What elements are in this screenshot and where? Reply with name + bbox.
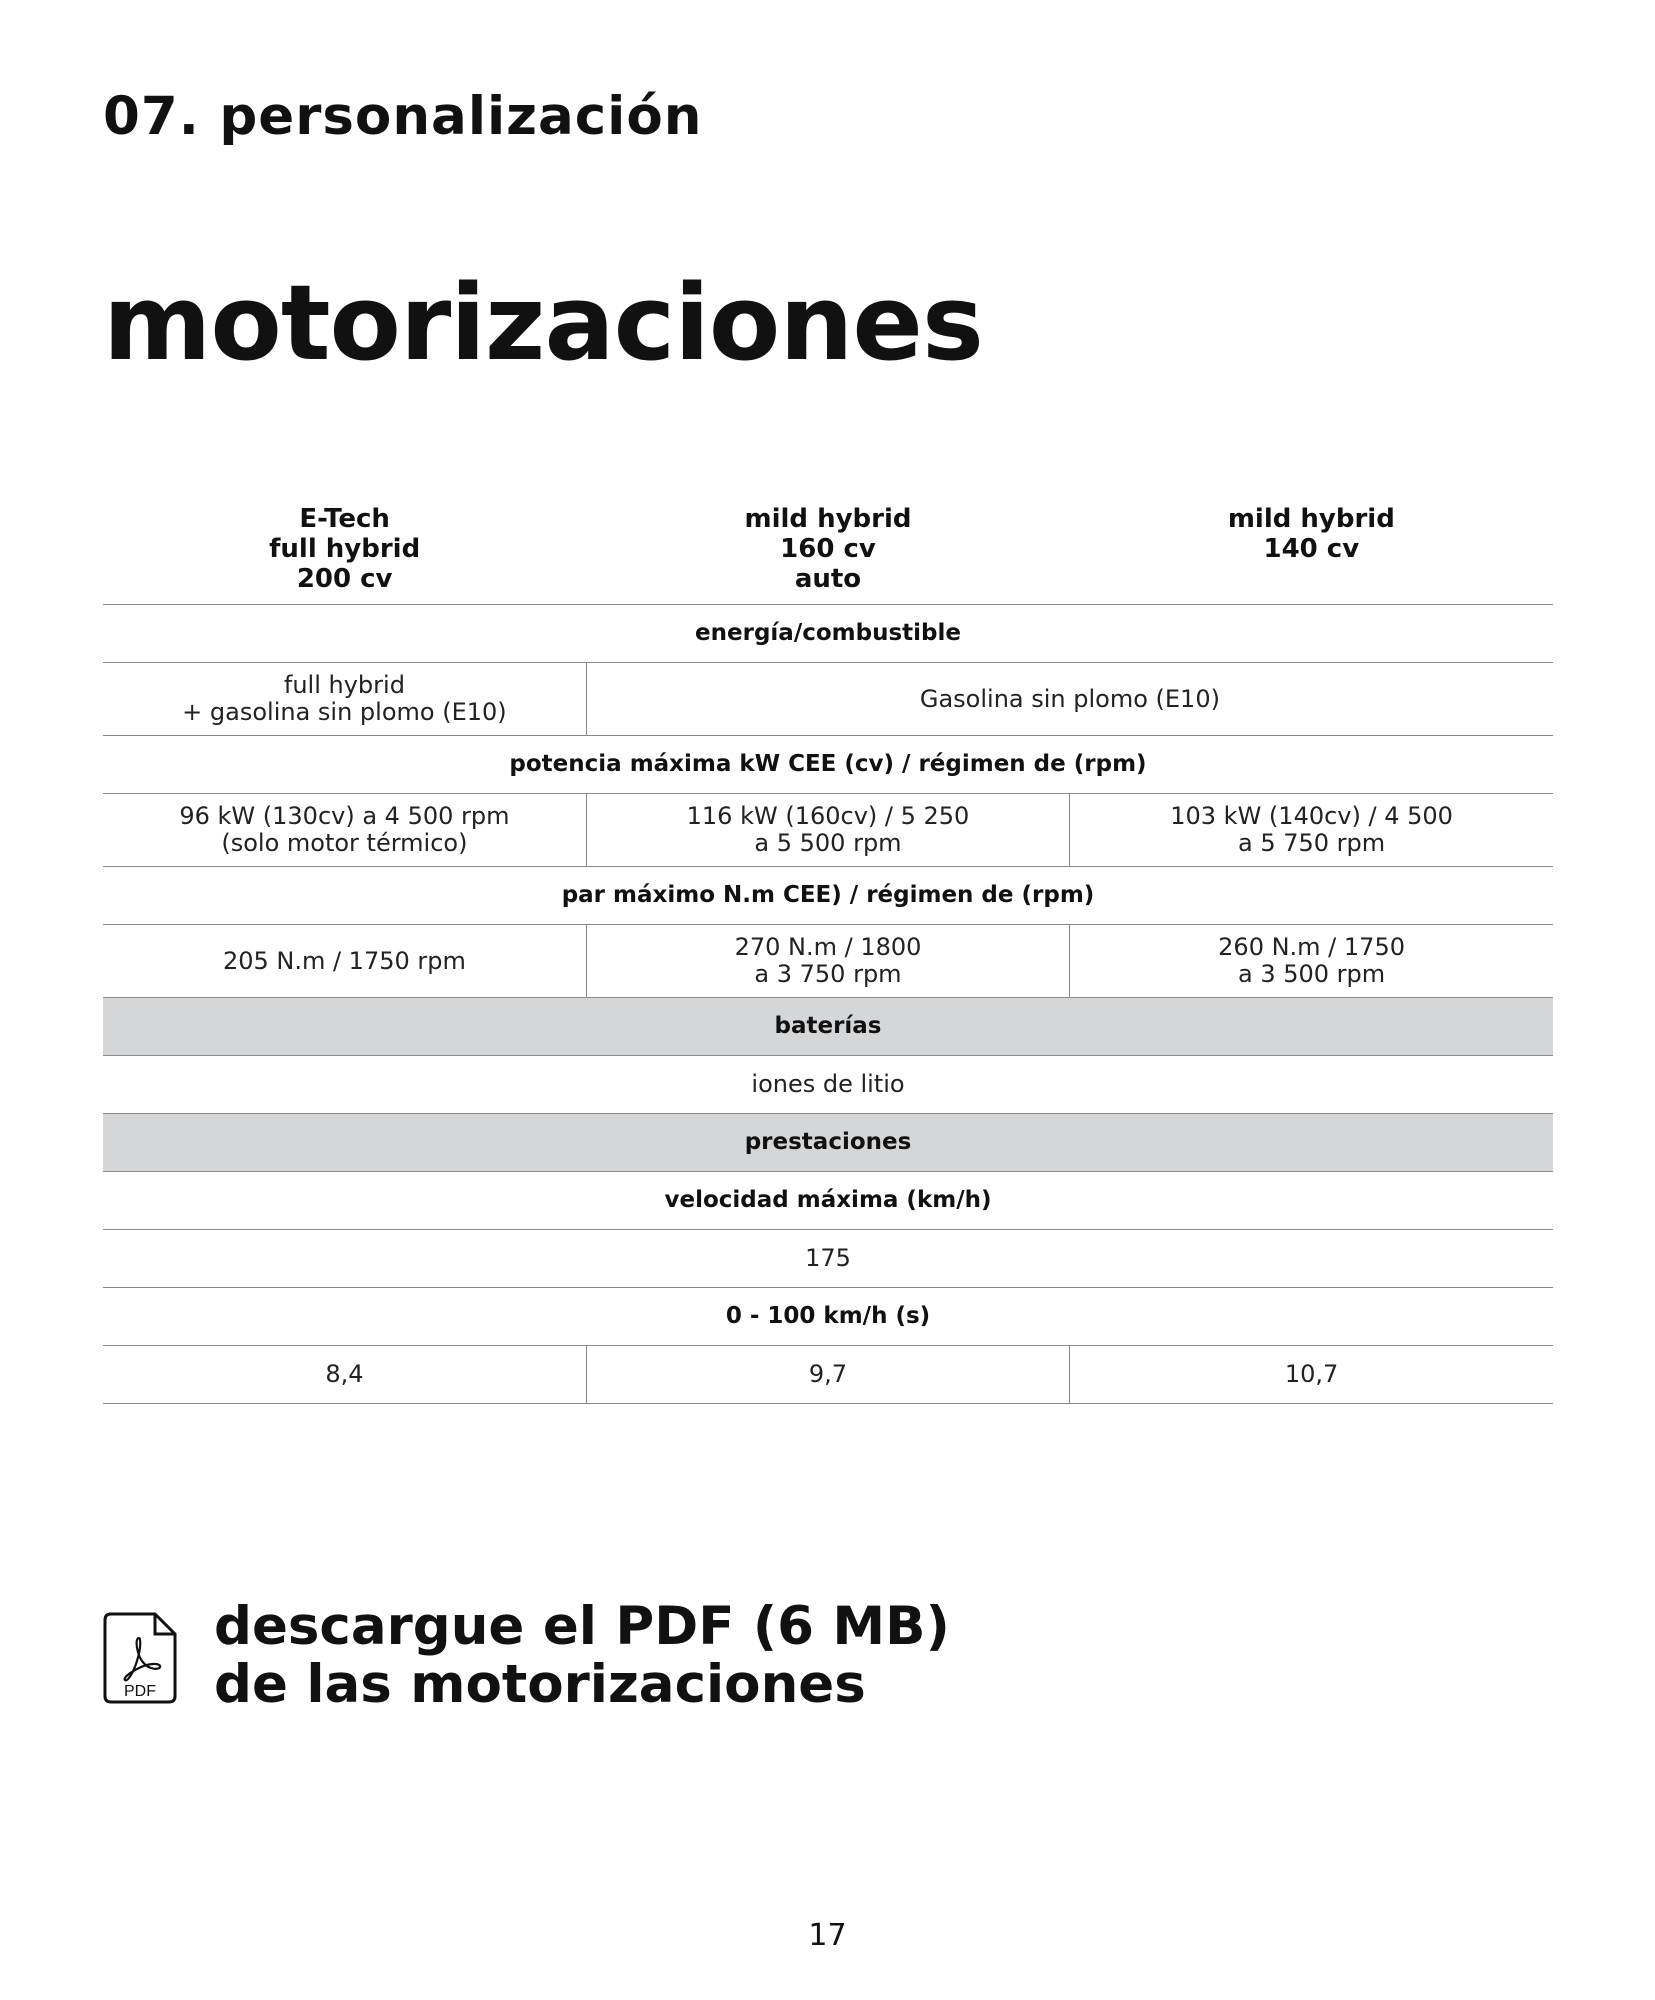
- section-label: 07. personalización: [103, 86, 703, 147]
- column-header-etech: [103, 500, 586, 605]
- cell-line: 103 kW (140cv) / 4 500: [1170, 802, 1453, 830]
- value-row-top-speed: [103, 1230, 1553, 1288]
- column-header-line: full hybrid: [269, 534, 421, 564]
- section-heading: prestaciones: [103, 1114, 1553, 1172]
- cell-line: 116 kW (160cv) / 5 250: [686, 802, 970, 830]
- table-cell: iones de litio: [103, 1056, 1553, 1114]
- section-row-acceleration: [103, 1288, 1553, 1346]
- table-cell: [586, 794, 1069, 867]
- section-heading: baterías: [103, 998, 1553, 1056]
- download-line-2: de las motorizaciones: [214, 1654, 866, 1715]
- cell-line: 205 N.m / 1750 rpm: [222, 946, 466, 975]
- section-row-top-speed: [103, 1172, 1553, 1230]
- cell-line: (solo motor térmico): [221, 829, 468, 857]
- column-header-line: 200 cv: [296, 564, 393, 594]
- value-row-acceleration: [103, 1346, 1553, 1404]
- download-pdf-link[interactable]: [214, 1598, 950, 1714]
- pdf-icon-label: PDF: [124, 1683, 156, 1700]
- column-header-line: mild hybrid: [1227, 504, 1395, 534]
- table-cell: 10,7: [1070, 1346, 1553, 1404]
- table-cell: 9,7: [586, 1346, 1069, 1404]
- pdf-file-icon[interactable]: [103, 1612, 177, 1704]
- section-row-energy: [103, 605, 1553, 663]
- table-cell: [103, 794, 586, 867]
- table-cell: 175: [103, 1230, 1553, 1288]
- table-cell: [103, 925, 586, 998]
- cell-line: 96 kW (130cv) a 4 500 rpm: [179, 802, 510, 830]
- column-header-mild-160: [586, 500, 1069, 605]
- column-header-row: [103, 500, 1553, 605]
- table-cell: [103, 663, 586, 736]
- table-cell: 8,4: [103, 1346, 586, 1404]
- section-row-power: [103, 736, 1553, 794]
- section-row-performance: [103, 1114, 1553, 1172]
- column-header-line: mild hybrid: [744, 504, 912, 534]
- cell-line: a 5 500 rpm: [754, 829, 902, 857]
- section-heading: velocidad máxima (km/h): [103, 1172, 1553, 1230]
- value-row-batteries: [103, 1056, 1553, 1114]
- page-number: 17: [808, 1918, 847, 1953]
- section-heading: potencia máxima kW CEE (cv) / régimen de (rpm): [103, 736, 1553, 794]
- column-header-line: E-Tech: [299, 504, 390, 534]
- table-cell: [1070, 925, 1553, 998]
- cell-line: a 3 750 rpm: [754, 960, 902, 988]
- cell-line: a 3 500 rpm: [1238, 960, 1386, 988]
- table-cell: Gasolina sin plomo (E10): [586, 663, 1553, 736]
- column-header-mild-140: [1070, 500, 1553, 605]
- value-row-power: [103, 794, 1553, 867]
- column-header-line: 160 cv: [780, 534, 876, 564]
- section-heading: 0 - 100 km/h (s): [103, 1288, 1553, 1346]
- cell-line: 260 N.m / 1750: [1218, 933, 1405, 961]
- page-title: motorizaciones: [103, 262, 983, 384]
- cell-line: + gasolina sin plomo (E10): [182, 698, 507, 726]
- section-heading: energía/combustible: [103, 605, 1553, 663]
- table-cell: [1070, 794, 1553, 867]
- table-cell: [586, 925, 1069, 998]
- section-heading: par máximo N.m CEE) / régimen de (rpm): [103, 867, 1553, 925]
- engine-specs-table: [103, 500, 1553, 1404]
- cell-line: a 5 750 rpm: [1238, 829, 1386, 857]
- column-header-line: 140 cv: [1263, 534, 1360, 564]
- column-header-line: auto: [794, 564, 862, 594]
- section-row-torque: [103, 867, 1553, 925]
- cell-line: full hybrid: [283, 671, 405, 699]
- value-row-torque: [103, 925, 1553, 998]
- download-line-1: descargue el PDF (6 MB): [214, 1596, 950, 1657]
- section-row-batteries: [103, 998, 1553, 1056]
- value-row-energy: [103, 663, 1553, 736]
- cell-line: 270 N.m / 1800: [734, 933, 922, 961]
